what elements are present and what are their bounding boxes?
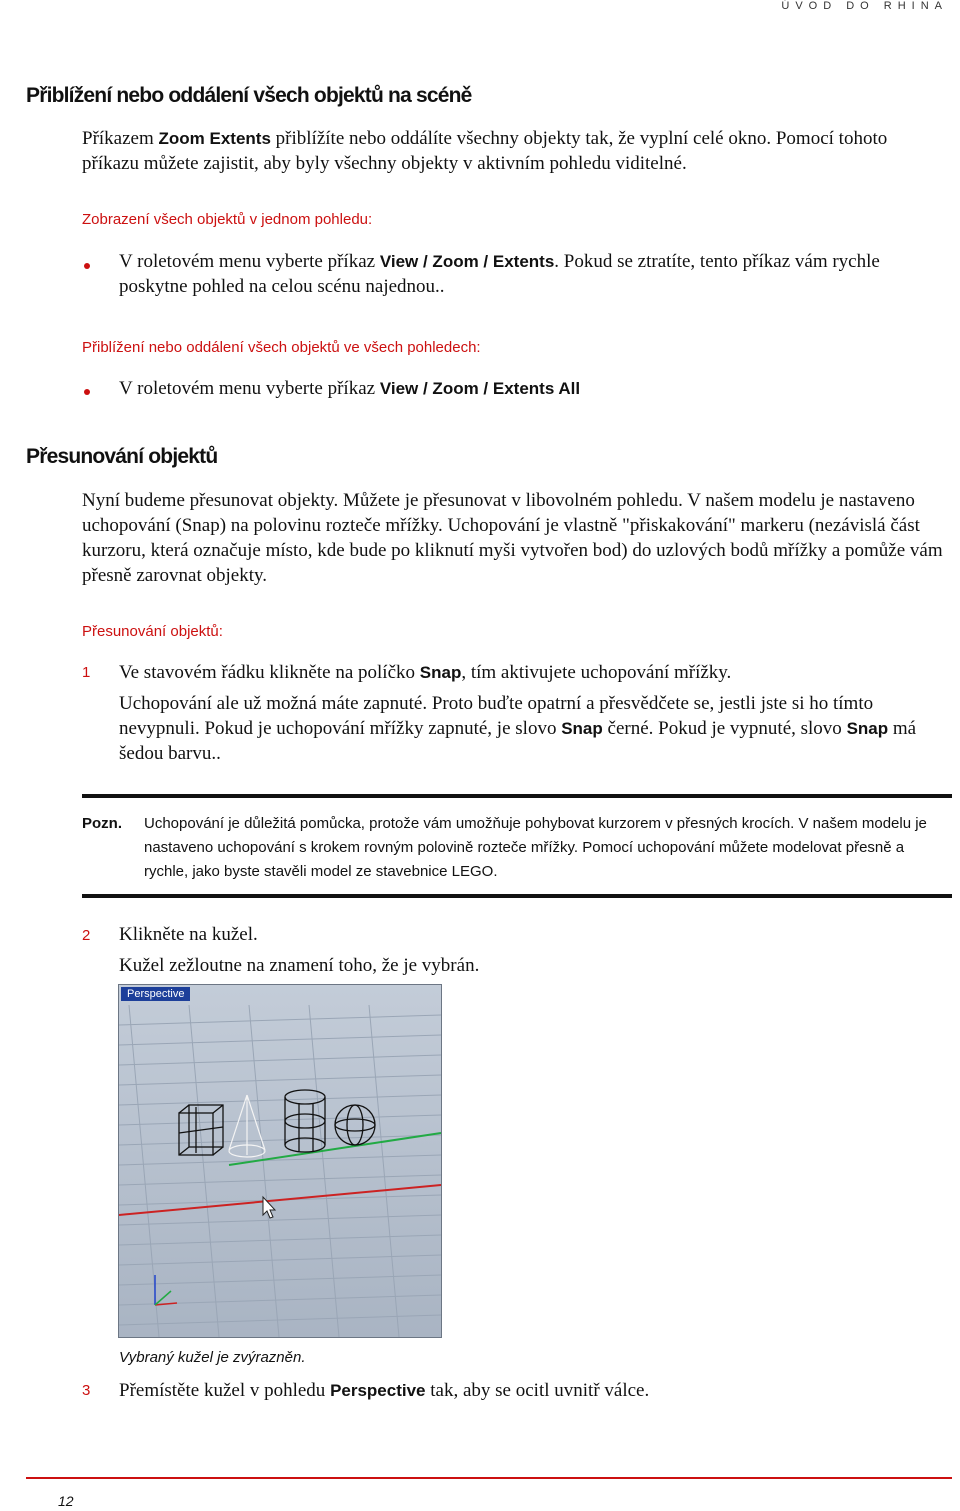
step3-text-post: tak, aby se ocitl uvnitř válce. — [425, 1380, 650, 1401]
note-text: Uchopování je důležitá pomůcka, protože vám umožňuje pohybovat kurzorem v přesných krocích. V našem modelu je nastaveno uchopování s krokem rovným polovině rozteče mřížky. Pomocí uchopování můžete modelovat přesně a rychle, jako byste stavěli model ze stavebnice LEGO. — [144, 815, 927, 880]
step2-instruction: Klikněte na kužel. — [119, 924, 258, 945]
bullet-dot — [84, 389, 90, 395]
step1-text-pre: Ve stavovém řádku klikněte na políčko — [119, 662, 420, 683]
step1-text — [119, 660, 949, 685]
step1-detail-part2: černé. Pokud je vypnuté, slovo — [602, 718, 847, 739]
note-label: Pozn. — [82, 815, 122, 832]
step1-text-post: , tím aktivujete uchopování mřížky. — [461, 662, 732, 683]
bullet1-text-pre: V roletovém menu vyberte příkaz — [119, 251, 380, 272]
snap-label: Snap — [561, 719, 603, 738]
step1-detail-part3: má šedou barvu.. — [119, 718, 917, 764]
step-number: 3 — [82, 1382, 91, 1399]
subheading-one-view: Zobrazení všech objektů v jednom pohledu: — [82, 211, 373, 228]
section-title-zoom: Přiblížení nebo oddálení všech objektů na scéně — [26, 84, 472, 107]
step2-result: Kužel zežloutne na znamení toho, že je vybrán. — [119, 955, 480, 976]
bullet1-text-post: . Pokud se ztratíte, tento příkaz vám rychle poskytne pohled na celou scénu najednou.. — [119, 251, 880, 297]
zoom-intro-paragraph — [82, 126, 948, 176]
subheading-moving-objects: Přesunování objektů: — [82, 623, 223, 640]
page-number: 12 — [58, 1493, 74, 1509]
viewport-title[interactable]: Perspective — [121, 987, 190, 1001]
snap-label: Snap — [846, 719, 889, 738]
footer-rule — [26, 1477, 952, 1479]
command-zoom-extents: Zoom Extents — [158, 129, 271, 148]
snap-label: Snap — [419, 663, 462, 682]
step3-text — [119, 1378, 949, 1403]
intro-text-post: přiblížíte nebo oddálíte všechny objekty tak, že vyplní celé okno. Pomocí tohoto příkazu můžete zajistit, aby byly všechny objekty v aktivním pohledu viditelné. — [82, 128, 888, 174]
bullet-item-zoom-extents — [119, 249, 949, 299]
viewport-scene — [119, 985, 441, 1337]
intro-text-pre: Příkazem — [82, 128, 159, 149]
note-top-rule — [82, 794, 952, 798]
bullet-dot — [84, 263, 90, 269]
running-header: ÚVOD DO RHINA — [781, 0, 948, 12]
perspective-viewport[interactable] — [118, 984, 442, 1338]
command-perspective: Perspective — [330, 1381, 426, 1400]
step1-detail-part1: Uchopování ale už možná máte zapnuté. Proto buďte opatrní a přesvědčete se, jestli jste si ho tímto nevypnuli. Pokud je uchopování mřížky zapnuté, je slovo — [119, 693, 874, 739]
command-view-zoom-extents-all: View / Zoom / Extents All — [379, 379, 581, 398]
step1-detail-paragraph — [119, 691, 951, 766]
step3-text-pre: Přemístěte kužel v pohledu — [119, 1380, 331, 1401]
figure-caption: Vybraný kužel je zvýrazněn. — [119, 1349, 306, 1366]
command-view-zoom-extents: View / Zoom / Extents — [379, 252, 555, 271]
step-number: 2 — [82, 927, 91, 944]
subheading-all-views: Přiblížení nebo oddálení všech objektů ve všech pohledech: — [82, 339, 481, 356]
note-bottom-rule — [82, 894, 952, 898]
step-number: 1 — [82, 664, 91, 681]
section-title-moving: Přesunování objektů — [26, 445, 218, 468]
moving-intro-paragraph: Nyní budeme přesunovat objekty. Můžete je přesunovat v libovolném pohledu. V našem modelu je nastaveno uchopování (Snap) na polovinu rozteče mřížky. Uchopování je vlastně "přiskakování" markeru (nezávislá část kurzoru, která označuje místo, kde bude po kliknutí myši vytvořen bod) do uzlových bodů mřížky a pomůže vám přesně zarovnat objekty. — [82, 490, 943, 586]
bullet-item-zoom-extents-all — [119, 376, 949, 401]
bullet2-text-pre: V roletovém menu vyberte příkaz — [119, 378, 380, 399]
